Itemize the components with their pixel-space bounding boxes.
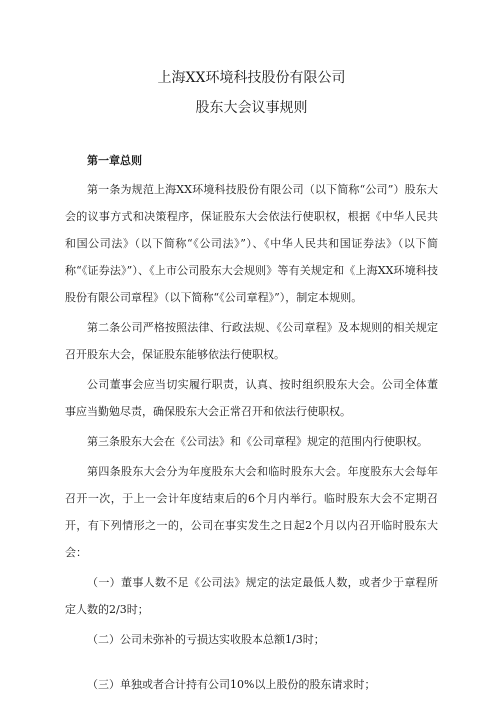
list-item-1: （一）董事人数不足《公司法》规定的法定最低人数，或者少于章程所定人数的2/3时； bbox=[65, 576, 438, 616]
article-1-paragraph: 第一条为规范上海XX环境科技股份有限公司（以下简称“公司”）股东大会的议事方式和决策程序，保证股东大会依法行使职权，根据《中华人民共和国公司法》（以下简称“《公司法》”）、《中华人民共和国证券法》（以下简称“《证券法》”）、《上市公司股东大会规则》等有关规定和《上海XX环境科技股份有限公司章程》（以下简称“《公司章程》”），制定本规则。 bbox=[65, 183, 438, 304]
list-item-2: （二）公司未弥补的亏损达实收股本总额1/3时； bbox=[87, 633, 325, 646]
chapter-heading: 第一章总则 bbox=[87, 154, 142, 167]
document-title: 股东大会议事规则 bbox=[195, 100, 308, 116]
article-4-paragraph: 第四条股东大会分为年度股东大会和临时股东大会。年度股东大会每年召开一次，于上一会计年度结束后的6个月内举行。临时股东大会不定期召开，有下列情形之一的，公司在事实发生之日起2个月以内召开临时股东大会： bbox=[65, 465, 438, 559]
board-duty-paragraph: 公司董事会应当切实履行职责，认真、按时组织股东大会。公司全体董事应当勤勉尽责，确保股东大会正常召开和依法行使职权。 bbox=[65, 378, 438, 418]
article-2-paragraph: 第二条公司严格按照法律、行政法规、《公司章程》及本规则的相关规定召开股东大会，保证股东能够依法行使职权。 bbox=[65, 321, 438, 361]
list-item-3: （三）单独或者合计持有公司10%以上股份的股东请求时； bbox=[87, 678, 376, 691]
company-title: 上海XX环境科技股份有限公司 bbox=[157, 70, 346, 86]
article-3-paragraph: 第三条股东大会在《公司法》和《公司章程》规定的范围内行使职权。 bbox=[87, 435, 428, 448]
